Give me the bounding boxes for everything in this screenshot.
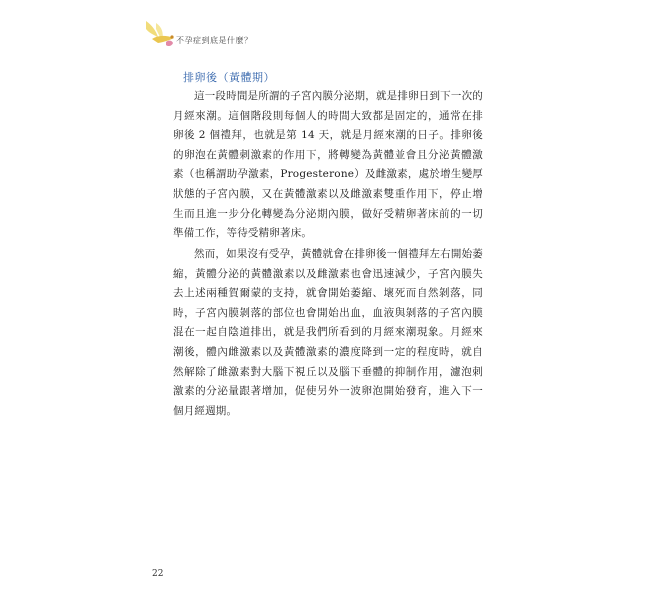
- body-text-block-1: [173, 87, 483, 244]
- section-heading: 排卵後（黃體期）: [183, 71, 275, 84]
- header-title: 不孕症到底是什麼？: [176, 36, 253, 45]
- body-text-block-2: [173, 245, 483, 421]
- bird-logo-icon: [142, 15, 178, 51]
- page-number: 22: [152, 569, 164, 579]
- paragraph: 這一段時間是所謂的子宮內膜分泌期，就是排卵日到下一次的月經來潮。這個階段則每個人的時間大致都是固定的，通常在排卵後 2 個禮拜，也就是第 14 天，就是月經來潮的日子。排卵後的卵泡在黃體刺激素的作用下，將轉變為黃體並會且分泌黃體激素（也稱謂助孕激素，Progesterone）及雌激素，處於增生變厚狀態的子宮內膜，又在黃體激素以及雌激素雙重作用下，停止增生而且進一步分化轉變為分泌期內膜，做好受精卵著床前的一切準備工作，等待受精卵著床。: [173, 90, 483, 240]
- paragraph: 然而，如果沒有受孕，黃體就會在排卵後一個禮拜左右開始萎縮，黃體分泌的黃體激素以及雌激素也會迅速減少，子宮內膜失去上述兩種賀爾蒙的支持，就會開始萎縮、壞死而自然剝落，同時，子宮內膜剝落的部位也會開始出血，血液與剝落的子宮內膜混在一起自陰道排出，就是我們所看到的月經來潮現象。月經來潮後，體內雌激素以及黃體激素的濃度降到一定的程度時，就自然解除了雌激素對大腦下視丘以及腦下垂體的抑制作用，濾泡刺激素的分泌量跟著增加，促使另外一波卵泡開始發育，進入下一個月經週期。: [173, 248, 483, 417]
